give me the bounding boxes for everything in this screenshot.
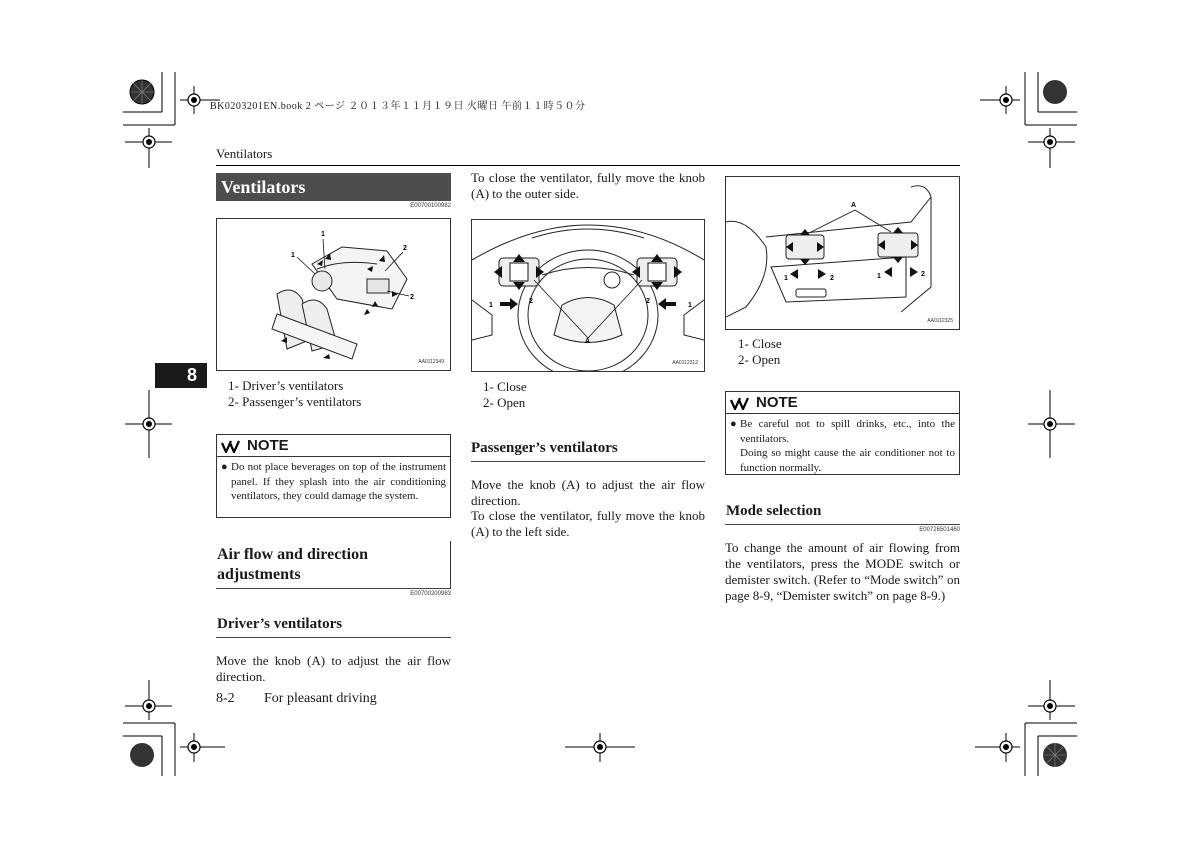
callout-a: A [851,202,857,209]
note-header [217,435,450,457]
callout-2b: 2 [410,294,414,301]
figure-passenger-ventilators [725,176,960,330]
legend-item: 2- Passenger’s ventilators [228,394,362,409]
note-line-1: Be careful not to spill drinks, etc., into the ventilators. [740,418,955,445]
section-title: Ventilators [216,173,451,201]
legend-item: 2- Open [483,395,526,410]
callout-2-right: 2 [921,271,925,278]
legend-item: 1- Close [738,336,782,351]
figure-driver-ventilators [471,219,705,372]
legend-list [483,379,527,411]
mode-heading: Mode selection [726,503,822,519]
airflow-heading: Air flow and direction adjustments [217,546,368,583]
note-title: NOTE [247,437,289,454]
passenger-dash-illustration [726,177,959,329]
figure-code: AA0112325 [927,318,953,324]
mode-code: E00726501460 [919,527,960,533]
note-box [216,434,451,518]
steering-illustration [472,220,704,371]
figure-code: AA0112312 [672,360,698,366]
legend-list [228,378,361,410]
subheading-rule [216,637,451,638]
note-title: NOTE [756,394,798,411]
callout-1-left: 1 [784,275,788,282]
driver-heading: Driver’s ventilators [217,616,343,632]
callout-a: A [585,338,591,345]
callout-2a: 2 [403,245,407,252]
running-title: Ventilators [216,146,273,161]
callout-1-right: 1 [688,302,692,309]
figure-cabin-ventilators [216,218,451,371]
callout-1a: 1 [291,252,295,259]
callout-2-left: 2 [830,275,834,282]
bullet-icon: ● [221,461,228,473]
passenger-text-1: Move the knob (A) to adjust the air flow direction. [471,477,705,508]
driver-text: Move the knob (A) to adjust the air flow direction. [216,653,451,684]
note-line-2: Doing so might cause the air conditioner not to function normally. [740,447,955,474]
note-text: Do not place beverages on top of the instrument panel. If they splash into the air conditioning ventilators, they could damage the system. [231,461,446,502]
subheading-rule [725,524,960,525]
chapter-tab: 8 [155,363,207,388]
heading-rule [216,588,451,589]
legend-list [738,336,782,368]
callout-1-left: 1 [489,302,493,309]
passenger-heading: Passenger’s ventilators [471,440,618,456]
print-header: BK0203201EN.book 2 ページ ２０１３年１１月１９日 火曜日 午前１１時５０分 [210,101,586,112]
note-box [725,391,960,475]
chapter-name: For pleasant driving [264,691,377,706]
callout-2-left: 2 [529,298,533,305]
header-rule [216,165,960,166]
legend-item: 1- Driver’s ventilators [228,378,344,393]
legend-item: 2- Open [738,352,781,367]
note-check-icon [221,439,243,453]
section-code: E00700100982 [410,203,451,209]
cabin-illustration [217,219,450,370]
callout-1-right: 1 [877,273,881,280]
bullet-icon: ● [730,418,737,430]
legend-item: 1- Close [483,379,527,394]
note-check-icon [730,396,752,410]
subheading-rule [471,461,705,462]
passenger-text-2: To close the ventilator, fully move the knob (A) to the left side. [471,508,705,539]
note-header [726,392,959,414]
figure-code: AA0112349 [418,359,444,365]
close-text: To close the ventilator, fully move the knob (A) to the outer side. [471,170,705,201]
callout-2-right: 2 [646,298,650,305]
callout-1b: 1 [321,231,325,238]
mode-text: To change the amount of air flowing from the ventilators, press the MODE switch or demister switch. (Refer to “Mode switch” on page 8-9, “Demister switch” on page 8-9.) [725,540,960,603]
airflow-code: E00700200983 [410,591,451,597]
page-number: 8-2 [216,691,235,706]
